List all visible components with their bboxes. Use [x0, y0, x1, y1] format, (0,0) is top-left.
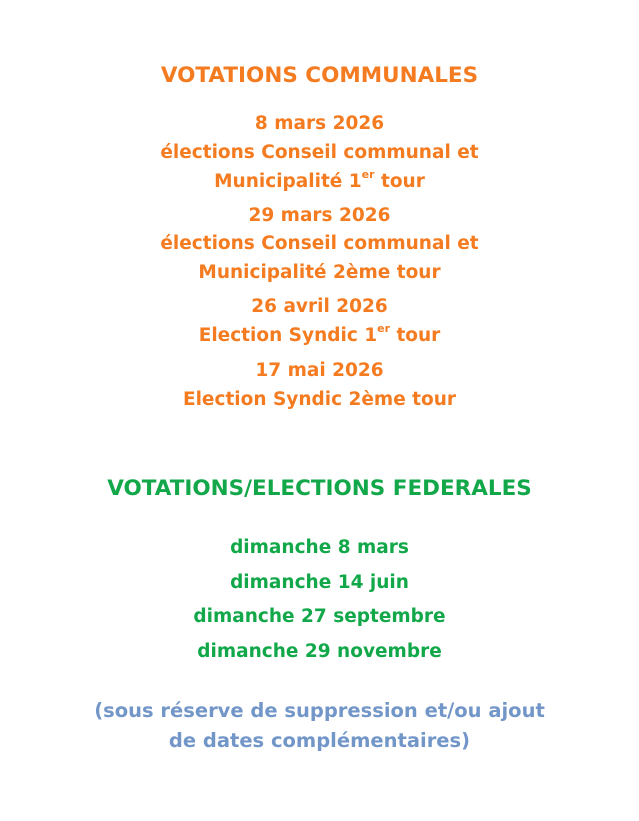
event-1-line2-text: Municipalité 1 [214, 171, 362, 192]
communal-heading: VOTATIONS COMMUNALES [160, 63, 479, 88]
event-1-line1: élections Conseil communal et [160, 142, 479, 163]
event-3-superscript: er [377, 321, 390, 335]
event-4-line1: Election Syndic 2ème tour [182, 389, 457, 410]
event-1-line2 [0, 167, 639, 194]
federal-date-4: dimanche 29 novembre [197, 641, 442, 662]
federal-date-3: dimanche 27 septembre [193, 606, 446, 627]
event-3-line1-tail: tour [390, 325, 441, 346]
event-4-date: 17 mai 2026 [255, 360, 384, 381]
event-1-date: 8 mars 2026 [254, 113, 385, 134]
note-line-1: (sous réserve de suppression et/ou ajout [94, 699, 545, 722]
note-line-2: de dates complémentaires) [168, 729, 471, 752]
event-2-line1: élections Conseil communal et [160, 233, 479, 254]
federal-date-2: dimanche 14 juin [230, 572, 409, 593]
event-1-line2-tail: tour [374, 171, 425, 192]
federal-date-1: dimanche 8 mars [230, 537, 409, 558]
event-3-line1-text: Election Syndic 1 [198, 325, 378, 346]
event-1-superscript: er [361, 167, 375, 181]
event-2-line2: Municipalité 2ème tour [198, 262, 441, 283]
event-3-date: 26 avril 2026 [251, 296, 388, 317]
event-3-line1 [0, 321, 639, 348]
event-2-date: 29 mars 2026 [248, 205, 391, 226]
federal-heading: VOTATIONS/ELECTIONS FEDERALES [107, 476, 532, 501]
